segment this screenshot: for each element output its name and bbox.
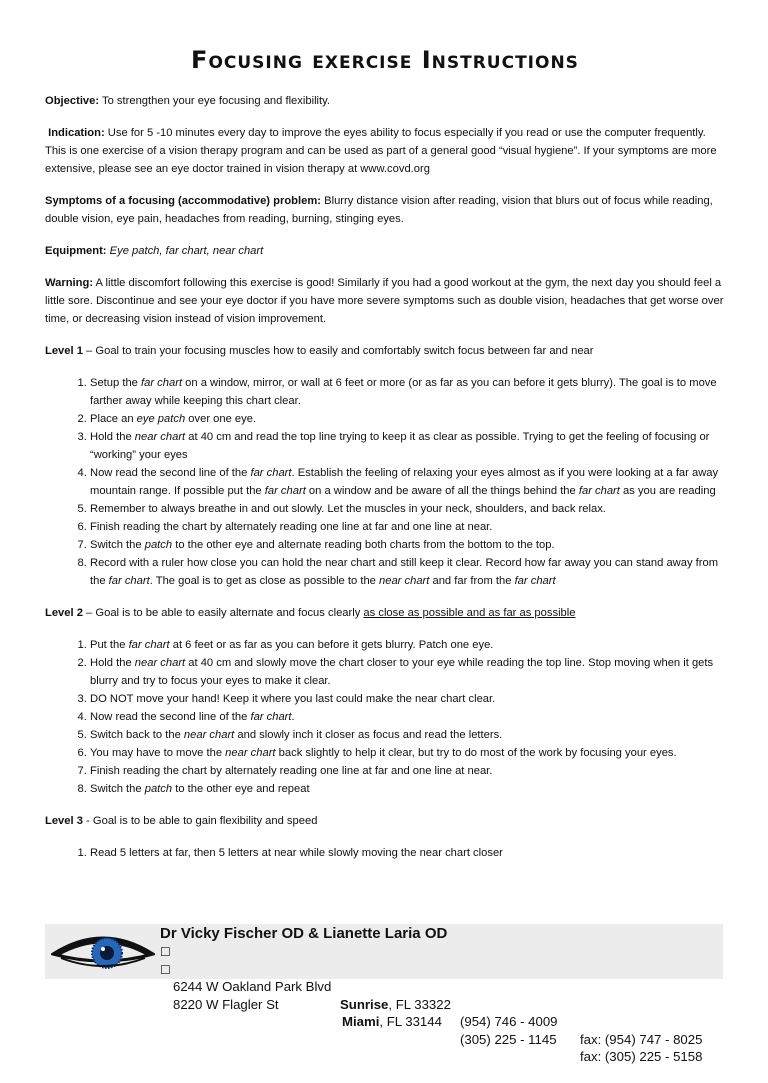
level1-step <box>90 464 725 500</box>
footer-text <box>160 924 720 1064</box>
step-emphasis: far chart <box>141 377 183 389</box>
step-text: You may have to move the <box>90 747 226 759</box>
office-phone: (954) 746 - 4009 <box>460 1014 558 1029</box>
level1-goal: – Goal to train your focusing muscles how to easily and comfortably switch focus between far and near <box>82 345 594 357</box>
level2-step <box>90 708 725 726</box>
level2-label: Level 2 <box>45 607 83 619</box>
office-city: Sunrise <box>340 996 389 1012</box>
indication-paragraph <box>45 124 725 178</box>
step-emphasis: patch <box>144 539 173 551</box>
level1-step <box>90 500 725 518</box>
step-text: Record with a ruler how close you can hold the near chart and still keep it clear. Record how far away you can stand away from the <box>90 557 719 587</box>
level1-step <box>90 374 725 410</box>
level2-goal-underlined: as close as possible and as far as possible <box>363 607 576 619</box>
level2-heading <box>45 604 725 622</box>
level1-step <box>90 536 725 554</box>
office-state-zip: , FL 33144 <box>379 1014 442 1029</box>
step-emphasis: far chart <box>578 485 620 497</box>
step-text: Switch the <box>90 539 145 551</box>
step-text: to the other eye and alternate reading both charts from the bottom to the top. <box>172 539 555 551</box>
office-street: 8220 W Flagler St <box>173 996 279 1012</box>
objective-text: To strengthen your eye focusing and flexibility. <box>99 95 331 107</box>
step-text: Now read the second line of the <box>90 711 251 723</box>
step-text: at 40 cm and slowly move the chart closer to your eye while reading the top line. Stop moving when it gets blurry and try to focus your eyes to make it clear. <box>90 657 714 687</box>
step-text: Remember to always breathe in and out slowly. Let the muscles in your neck, shoulders, and back relax. <box>90 503 606 515</box>
office-state-zip: , FL 33322 <box>388 996 451 1012</box>
level2-step <box>90 654 725 690</box>
clinic-footer <box>45 924 723 1064</box>
step-text: Finish reading the chart by alternately reading one line at far and one line at near. <box>90 521 493 533</box>
level3-steps-list <box>45 844 725 862</box>
step-text: Hold the <box>90 431 135 443</box>
level1-label: Level 1 <box>45 345 83 357</box>
page-title: Focusing exercise Instructions <box>191 46 579 74</box>
objective-label: Objective: <box>45 95 100 107</box>
objective-paragraph <box>45 92 725 110</box>
level2-steps-list <box>45 636 725 798</box>
step-text: Now read the second line of the <box>90 467 251 479</box>
step-emphasis: far chart <box>108 575 150 587</box>
level2-step <box>90 762 725 780</box>
level3-heading <box>45 812 725 830</box>
step-text: Put the <box>90 639 129 651</box>
step-emphasis: near chart <box>134 657 186 669</box>
step-text: over one eye. <box>185 413 257 425</box>
level1-step <box>90 428 725 464</box>
office-street: 6244 W Oakland Park Blvd <box>173 979 332 994</box>
symptoms-paragraph <box>45 192 725 228</box>
warning-label: Warning: <box>45 277 94 289</box>
step-text: Place an <box>90 413 137 425</box>
level2-goal: – Goal is to be able to easily alternate and focus clearly <box>82 607 364 619</box>
step-emphasis: near chart <box>134 431 186 443</box>
step-text: Hold the <box>90 657 135 669</box>
step-text: . The goal is to get as close as possible to the <box>149 575 379 587</box>
step-text: at 40 cm and read the top line trying to keep it as clear as possible. Trying to get the feeling of focusing or “working” your eyes <box>90 431 710 461</box>
office-city: Miami <box>342 1014 380 1029</box>
office-phone: (305) 225 - 1145 <box>460 1031 557 1047</box>
step-text: as you are reading <box>619 485 716 497</box>
indication-text: Use for 5 -10 minutes every day to improve the eyes ability to focus especially if you read or use the computer frequently. This is one exercise of a vision therapy program and can be used as part of a general good “visual hygiene”. If your symptoms are more extensive, please see an eye doctor trained in vision therapy at www.covd.org <box>45 127 717 175</box>
step-text: and far from the <box>429 575 515 587</box>
doctor-names: Dr Vicky Fischer OD & Lianette Laria OD <box>160 925 448 942</box>
step-emphasis: far chart <box>264 485 306 497</box>
step-text: Setup the <box>90 377 142 389</box>
step-text: on a window, mirror, or wall at 6 feet or more (or as far as you can before it gets blurry). The goal is to move farther away while keeping this chart clear. <box>90 377 717 407</box>
step-emphasis: eye patch <box>136 413 186 425</box>
level1-step <box>90 518 725 536</box>
step-emphasis: near chart <box>379 575 430 587</box>
equipment-paragraph <box>45 242 725 260</box>
level2-step <box>90 636 725 654</box>
checkbox-icon: ☐ <box>160 945 171 959</box>
step-emphasis: far chart <box>514 575 556 587</box>
level3-label: Level 3 <box>45 815 83 827</box>
step-text: . Establish the feeling of relaxing your eyes almost as if you were looking at a far away mountain range. If possible put the <box>90 467 719 497</box>
symptoms-label: Symptoms of a focusing (accommodative) problem: <box>45 195 322 207</box>
eye-logo-icon <box>51 928 155 976</box>
checkbox-icon: ☐ <box>160 962 171 977</box>
step-text: Switch back to the <box>90 729 184 741</box>
indication-label: Indication: <box>48 127 105 139</box>
step-text: DO NOT move your hand! Keep it where you last could make the near chart clear. <box>90 693 496 705</box>
office-fax: fax: (954) 747 - 8025 <box>580 1031 703 1047</box>
step-text: Finish reading the chart by alternately reading one line at far and one line at near. <box>90 765 493 777</box>
step-text: Switch the <box>90 783 145 795</box>
step-text: at 6 feet or as far as you can before it gets blurry. Patch one eye. <box>169 639 494 651</box>
document-body <box>45 92 725 876</box>
level2-step <box>90 744 725 762</box>
step-emphasis: far chart <box>250 711 292 723</box>
level1-heading <box>45 342 725 360</box>
level1-steps-list <box>45 374 725 590</box>
level3-goal: - Goal is to be able to gain flexibility and speed <box>82 815 318 827</box>
warning-paragraph <box>45 274 725 328</box>
step-emphasis: near chart <box>183 729 235 741</box>
step-text: to the other eye and repeat <box>172 783 310 795</box>
office-city-line <box>342 1013 442 1031</box>
office-city-line <box>340 996 451 1014</box>
step-emphasis: far chart <box>128 639 170 651</box>
step-text: back slightly to help it clear, but try to do most of the work by focusing your eyes. <box>275 747 677 759</box>
level3-step <box>90 844 725 862</box>
level1-step <box>90 554 725 590</box>
step-text: on a window and be aware of all the things behind the <box>305 485 579 497</box>
equipment-label: Equipment: <box>45 245 107 257</box>
equipment-text: Eye patch, far chart, near chart <box>106 245 264 257</box>
step-text: Read 5 letters at far, then 5 letters at near while slowly moving the near chart closer <box>90 847 503 859</box>
step-emphasis: patch <box>144 783 173 795</box>
level2-step <box>90 780 725 798</box>
warning-text: A little discomfort following this exercise is good! Similarly if you had a good workout at the gym, the next day you should feel a little sore. Discontinue and see your eye doctor if you have more severe symptoms such as double vision, headaches that get worse over time, or decreasing vision instead of vision improvement. <box>45 277 724 325</box>
step-text: . <box>291 711 295 723</box>
step-emphasis: far chart <box>250 467 292 479</box>
step-emphasis: near chart <box>225 747 276 759</box>
office-fax: fax: (305) 225 - 5158 <box>580 1049 703 1064</box>
level2-step <box>90 726 725 744</box>
level1-step <box>90 410 725 428</box>
symptoms-text: Blurry distance vision after reading, vision that blurs out of focus while reading, double vision, eye pain, headaches from reading, burning, stinging eyes. <box>45 195 713 225</box>
level2-step <box>90 690 725 708</box>
step-text: and slowly inch it closer as focus and read the letters. <box>234 729 503 741</box>
